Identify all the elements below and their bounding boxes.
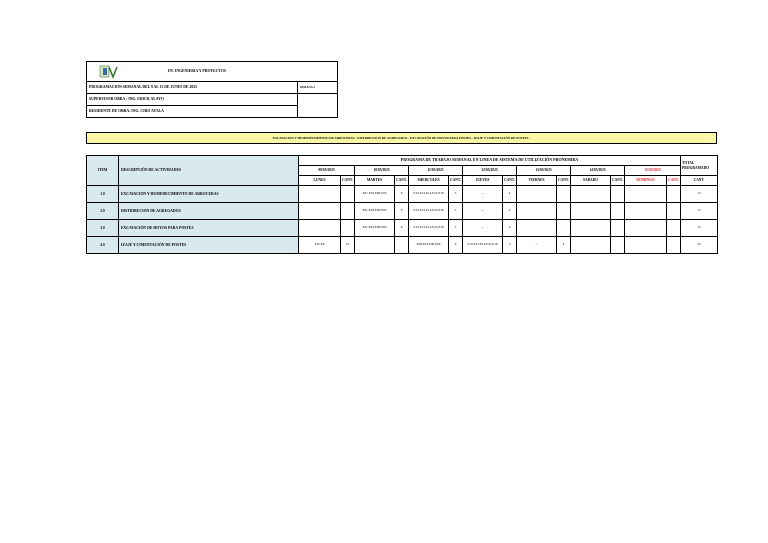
table-row	[87, 220, 718, 237]
item-header: ITEM	[87, 156, 119, 186]
program-title: PROGRAMA DE TRABAJO SEMANAL EN LINEA DE SISTEMA DE UTILIZACIÓN PRONEMIRA	[299, 156, 681, 166]
day-header: MIERCOLES	[409, 176, 449, 186]
day-structures-cell	[571, 220, 611, 237]
day-structures-cell: E01-E03-E08-E09	[355, 220, 395, 237]
day-structures-cell: --	[463, 220, 503, 237]
day-structures-cell: E01-E03-E08-E09	[355, 203, 395, 220]
day-quantity-cell: 6	[395, 186, 409, 203]
activity-description: DISTRIBUCION DE AGREGADOS	[119, 203, 299, 220]
day-quantity-cell	[341, 203, 355, 220]
day-structures-cell: E10-E13-E14-E16-E18	[463, 237, 503, 254]
date-header: 10/05/2025	[355, 166, 409, 176]
day-quantity-cell	[611, 220, 625, 237]
table-row	[87, 203, 718, 220]
day-quantity-cell	[557, 203, 571, 220]
company-name: DV. INGENIERIA Y PROYECTOS	[167, 69, 226, 74]
day-header: MARTES	[355, 176, 395, 186]
day-quantity-cell	[611, 203, 625, 220]
day-structures-cell	[299, 203, 341, 220]
day-quantity-cell: 5	[449, 203, 463, 220]
date-header: 11/05/2025	[409, 166, 463, 176]
day-header: VIERNES	[517, 176, 557, 186]
total-cant-header: CANT.	[681, 176, 718, 186]
day-quantity-cell	[341, 186, 355, 203]
item-number: 1.0	[87, 186, 119, 203]
cant-header: CANT.	[395, 176, 409, 186]
day-quantity-cell	[667, 237, 681, 254]
date-header: 12/05/2025	[463, 166, 517, 176]
day-quantity-cell	[611, 237, 625, 254]
cant-header: CANT.	[667, 176, 681, 186]
day-structures-cell	[625, 186, 667, 203]
day-structures-cell: --	[463, 186, 503, 203]
day-quantity-cell	[341, 220, 355, 237]
day-structures-cell	[517, 203, 557, 220]
header-box	[86, 61, 338, 118]
day-structures-cell: --	[463, 203, 503, 220]
date-header: 09/05/2025	[299, 166, 355, 176]
day-quantity-cell: 6	[395, 220, 409, 237]
day-quantity-cell: 4	[557, 237, 571, 254]
company-logo-icon	[99, 64, 119, 80]
day-quantity-cell: 4	[503, 186, 517, 203]
day-structures-cell	[571, 203, 611, 220]
day-quantity-cell	[557, 220, 571, 237]
day-structures-cell: E10-E13-E14-E16-E18	[409, 186, 449, 203]
day-structures-cell	[571, 237, 611, 254]
semana-label: SEMANA 3	[297, 82, 337, 94]
day-structures-cell	[625, 203, 667, 220]
day-quantity-cell	[557, 186, 571, 203]
day-header: LUNES	[299, 176, 341, 186]
cant-header: CANT.	[557, 176, 571, 186]
day-structures-cell: E08-E03-E00-E09	[409, 237, 449, 254]
day-structures-cell	[517, 220, 557, 237]
day-header: DOMINGO	[625, 176, 667, 186]
activities-summary-bar: EXCAVACION Y HUMEDECIMIENTO DE ARROCERAS - DISTRIBUCION DE AGREGADOS - EXCAVACIÓN DE HOYOS PARA POSTES - IZAJE Y CIMENTACIÓN DE POSTES -	[86, 132, 717, 144]
day-structures-cell: E01-E03-E08-E09	[355, 186, 395, 203]
cant-header: CANT.	[611, 176, 625, 186]
supervisor-label: SUPERVISOR OBRA : ING. ERICK ALAYO	[87, 94, 298, 106]
cant-header: CANT.	[341, 176, 355, 186]
table-row	[87, 237, 718, 254]
schedule-table	[86, 155, 718, 254]
day-quantity-cell	[611, 186, 625, 203]
day-structures-cell: E10-E13-E14-E16-E18	[409, 203, 449, 220]
day-structures-cell: E10-E9	[299, 237, 341, 254]
day-header: JUEVES	[463, 176, 503, 186]
activity-description: IZAJE Y CIMENTACIÓN DE POSTES	[119, 237, 299, 254]
table-row	[87, 186, 718, 203]
day-quantity-cell: 5	[503, 237, 517, 254]
programacion-label: PROGRAMACION SEMANAL DEL 9 AL 13 DE JUNIO DE 2025	[87, 82, 298, 94]
activity-description: EXCAVACION Y HUMEDECIMIENTO DE ARROCERAS	[119, 186, 299, 203]
day-quantity-cell: 6	[449, 237, 463, 254]
description-header: DESCRIPCIÓN DE ACTIVIDADES	[119, 156, 299, 186]
day-quantity-cell	[667, 220, 681, 237]
day-structures-cell	[355, 237, 395, 254]
day-structures-cell	[517, 186, 557, 203]
day-structures-cell	[625, 220, 667, 237]
date-header: 13/05/2025	[517, 166, 571, 176]
cant-header: CANT.	[503, 176, 517, 186]
day-quantity-cell	[395, 237, 409, 254]
date-header: 14/05/2025	[571, 166, 625, 176]
day-quantity-cell: 5	[449, 186, 463, 203]
company-row	[87, 62, 338, 82]
day-structures-cell	[299, 186, 341, 203]
day-quantity-cell: 10	[341, 237, 355, 254]
total-programmed-cell: 15	[681, 203, 718, 220]
day-structures-cell: E10-E13-E14-E16-E18	[409, 220, 449, 237]
cant-header: CANT.	[449, 176, 463, 186]
day-quantity-cell: 4	[503, 203, 517, 220]
day-quantity-cell: 5	[449, 220, 463, 237]
total-programmed-cell: 15	[681, 220, 718, 237]
day-quantity-cell: 4	[503, 220, 517, 237]
day-structures-cell	[625, 237, 667, 254]
day-quantity-cell	[667, 186, 681, 203]
day-structures-cell: --	[517, 237, 557, 254]
item-number: 3.0	[87, 220, 119, 237]
day-quantity-cell	[667, 203, 681, 220]
header-empty-cell	[297, 94, 337, 118]
date-header: 15/05/2025	[625, 166, 681, 176]
item-number: 2.0	[87, 203, 119, 220]
item-number: 4.0	[87, 237, 119, 254]
day-quantity-cell: 6	[395, 203, 409, 220]
activity-description: EXCAVACIÓN DE HOYOS PARA POSTES	[119, 220, 299, 237]
day-structures-cell	[571, 186, 611, 203]
total-programmed-cell: 15	[681, 186, 718, 203]
total-header: TOTAL PROGRAMADO	[681, 156, 718, 176]
total-programmed-cell: 25	[681, 237, 718, 254]
day-header: SABADO	[571, 176, 611, 186]
residente-label: RESIDENTE DE OBRA: ING. CIRO AYALA	[87, 106, 298, 118]
day-structures-cell	[299, 220, 341, 237]
